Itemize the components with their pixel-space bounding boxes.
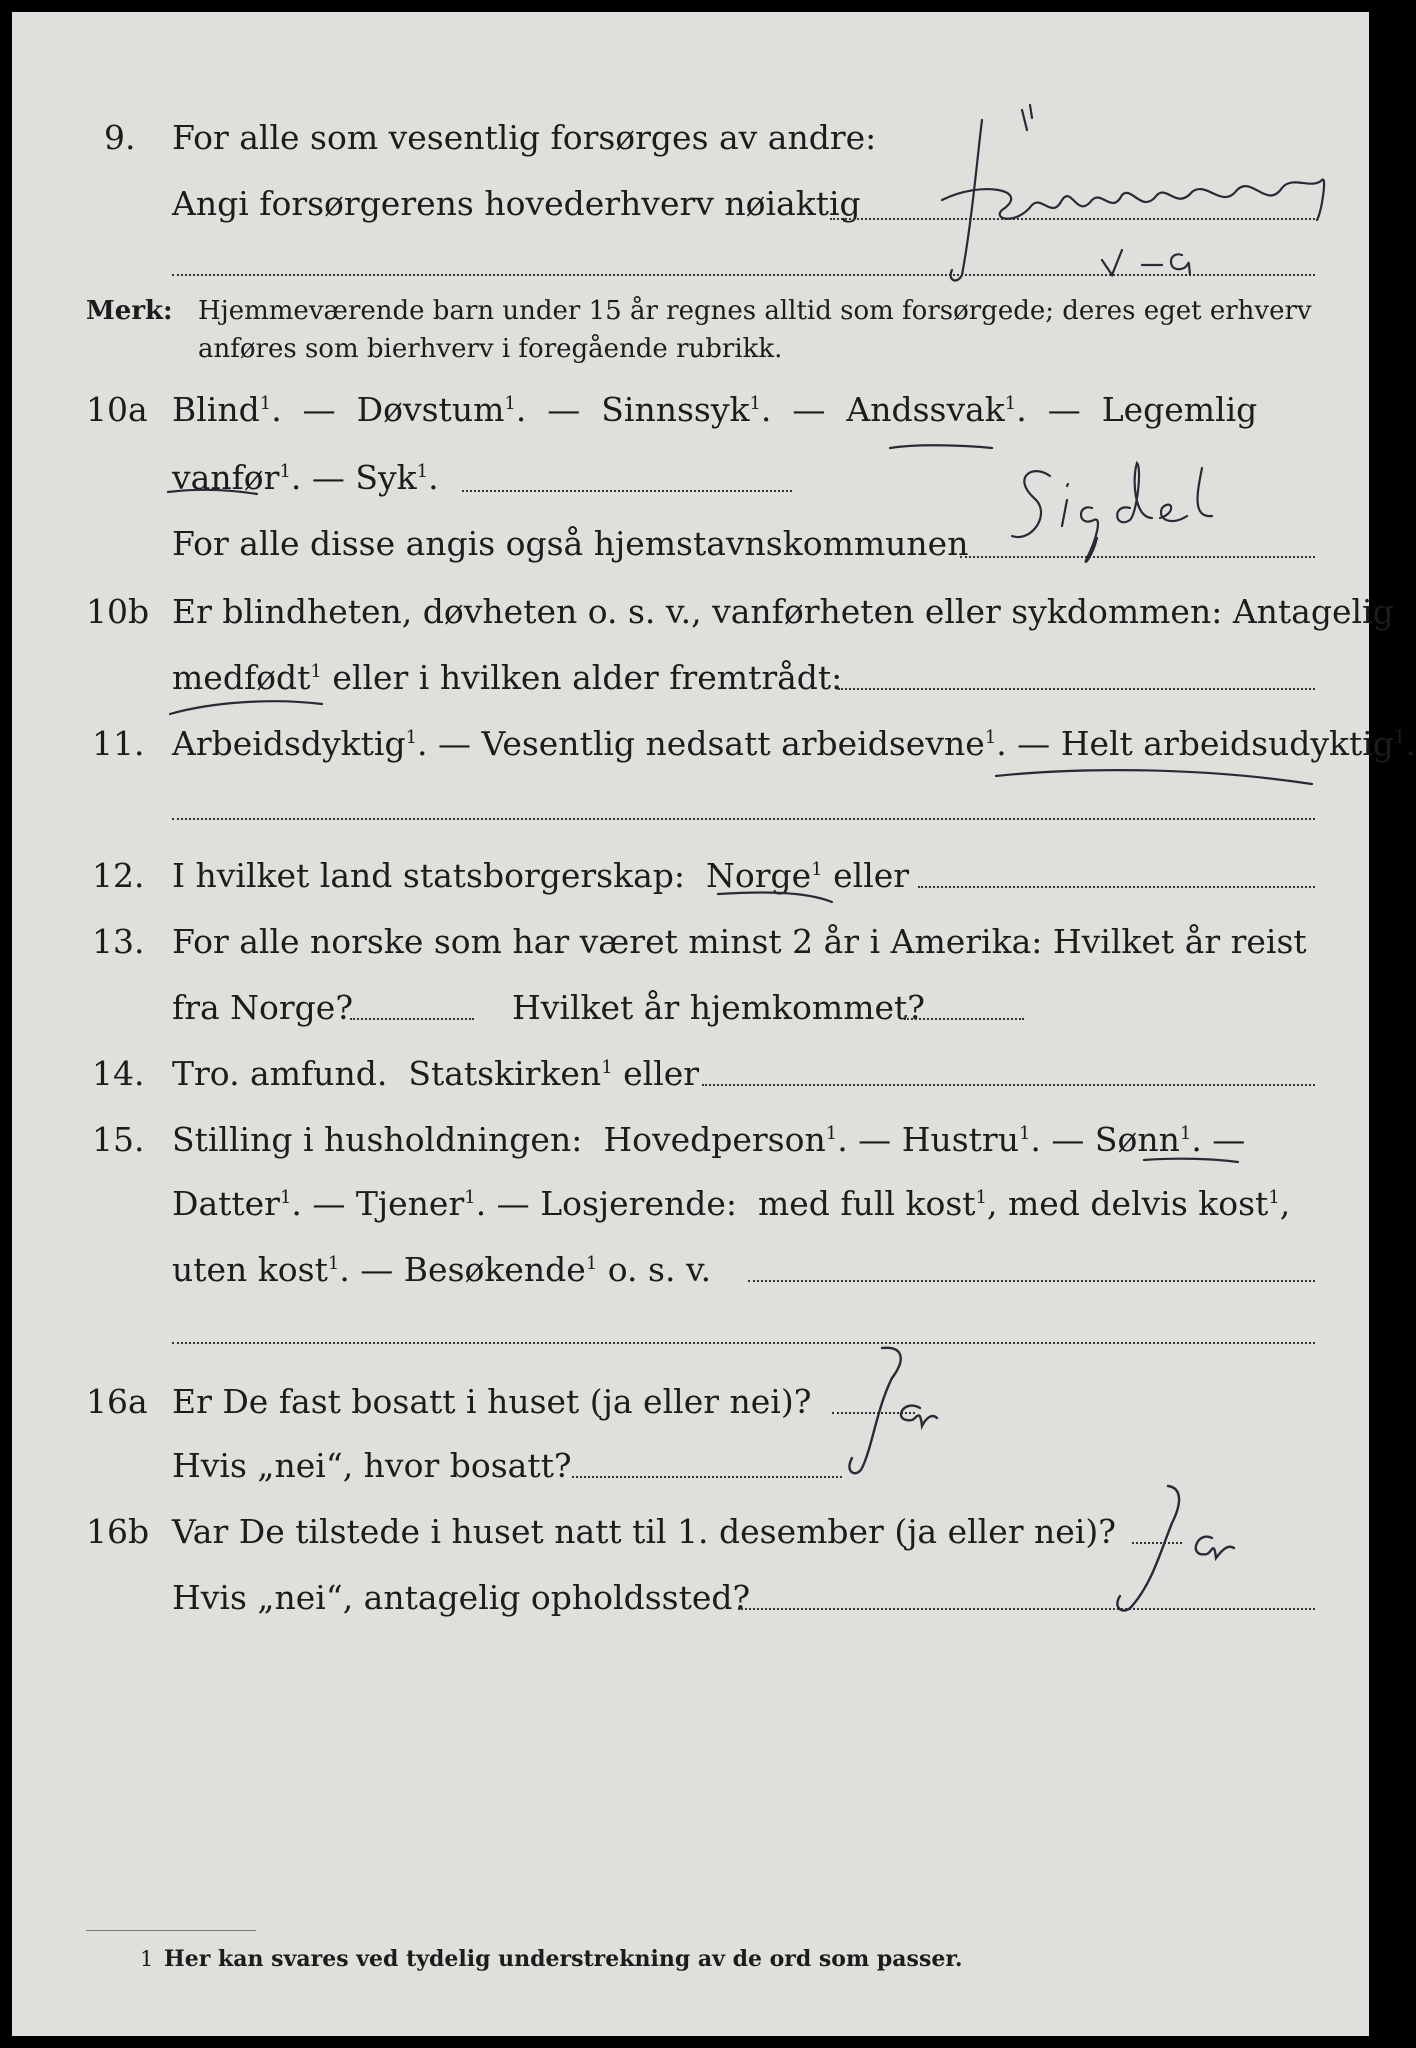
q15-answer-line2	[172, 1342, 1315, 1344]
q16a-line2: Hvis „nei“, hvor bosatt?	[172, 1446, 572, 1485]
q11-answer-line	[172, 818, 1315, 820]
opt-uten-kost[interactable]: uten kost	[172, 1250, 328, 1289]
q9-line1: For alle som vesentlig forsørges av andre:	[172, 118, 877, 157]
q9-answer-line2	[172, 274, 1315, 276]
footnote-mark: 1	[140, 1947, 154, 1971]
q13-fra: fra Norge?	[172, 988, 354, 1027]
opt-udyktig[interactable]: Helt arbeidsudyktig	[1060, 724, 1394, 763]
q16a-line1: Er De fast bosatt i huset (ja eller nei)?	[172, 1382, 812, 1421]
q10b-line1: Er blindheten, døvheten o. s. v., vanførheten eller sykdommen: Antagelig	[172, 592, 1394, 631]
footnote-rule	[86, 1930, 256, 1931]
q15-number: 15.	[92, 1120, 145, 1159]
q13-fra-line	[350, 1018, 474, 1020]
q13-line1: For alle norske som har været minst 2 år i Amerika: Hvilket år reist	[172, 922, 1307, 961]
q14-line: Tro. amfund. Statskirken$^1$ eller	[172, 1054, 700, 1093]
merk-line2: anføres som bierhverv i foregående rubrikk.	[198, 334, 783, 364]
opt-dovstum[interactable]: Døvstum	[356, 390, 505, 429]
q13-number: 13.	[92, 922, 145, 961]
q13-hjem-line	[904, 1018, 1024, 1020]
opt-medfodt[interactable]: medfødt	[172, 658, 311, 697]
q15-line2: Datter$^1$. — Tjener$^1$. — Losjerende: med full kost$^1$, med delvis kost$^1$,	[172, 1184, 1291, 1223]
q16b-answer-line	[1132, 1542, 1182, 1544]
opt-legemlig[interactable]: Legemlig	[1101, 390, 1258, 429]
opt-full-kost[interactable]: med full kost	[757, 1184, 976, 1223]
q10b-number: 10b	[86, 592, 150, 631]
opt-hovedperson[interactable]: Hovedperson	[603, 1120, 826, 1159]
opt-andssvak[interactable]: Andssvak	[846, 390, 1005, 429]
q16b-line1: Var De tilstede i huset natt til 1. desember (ja eller nei)?	[172, 1512, 1116, 1551]
opt-sonn[interactable]: Sønn	[1094, 1120, 1180, 1159]
q16a-bosatt-line	[572, 1476, 842, 1478]
q10a-line3: For alle disse angis også hjemstavnskommunen	[172, 524, 969, 563]
q16b-line2: Hvis „nei“, antagelig opholdssted?	[172, 1578, 751, 1617]
q9-number: 9.	[104, 118, 136, 157]
handwriting-q16b	[1072, 1478, 1272, 1628]
q10a-number: 10a	[86, 390, 148, 429]
opt-nedsatt[interactable]: Vesentlig nedsatt arbeidsevne	[481, 724, 985, 763]
q10a-line1: Blind$^1$. — Døvstum$^1$. — Sinnssyk$^1$. — Andssvak$^1$. — Legemlig	[172, 390, 1258, 429]
opt-statskirken[interactable]: Statskirken	[408, 1054, 602, 1093]
opt-tjener[interactable]: Tjener	[355, 1184, 465, 1223]
q15-line1: Stilling i husholdningen: Hovedperson$^1$. — Hustru$^1$. — Sønn$^1$. —	[172, 1120, 1246, 1159]
opt-norge[interactable]: Norge	[706, 856, 812, 895]
opt-hustru[interactable]: Hustru	[901, 1120, 1019, 1159]
q10b-line2: medfødt$^1$ eller i hvilken alder fremtrådt:	[172, 658, 843, 697]
q14-answer-line	[702, 1084, 1315, 1086]
q16b-opphold-line	[738, 1608, 1315, 1610]
q14-number: 14.	[92, 1054, 145, 1093]
opt-besokende[interactable]: Besøkende	[403, 1250, 586, 1289]
q11-line: Arbeidsdyktig$^1$. — Vesentlig nedsatt arbeidsevne$^1$. — Helt arbeidsudyktig$^1$.	[172, 724, 1416, 763]
opt-syk[interactable]: Syk	[355, 458, 417, 497]
merk-line1: Hjemmeværende barn under 15 år regnes alltid som forsørgede; deres eget erhverv	[198, 296, 1312, 326]
q9-line2: Angi forsørgerens hovederhverv nøiaktig	[172, 184, 861, 223]
opt-sinnssyk[interactable]: Sinnssyk	[601, 390, 750, 429]
q10a-line2: vanfør$^1$. — Syk$^1$.	[172, 458, 439, 497]
q9-answer-line	[830, 218, 1315, 220]
footnote-text: Her kan svares ved tydelig understrekning av de ord som passer.	[164, 1946, 963, 1972]
opt-blind[interactable]: Blind	[172, 390, 260, 429]
opt-arbeidsdyktig[interactable]: Arbeidsdyktig	[172, 724, 406, 763]
merk-label: Merk:	[86, 296, 173, 326]
census-form-page	[12, 12, 1416, 2036]
q15-answer-line	[748, 1280, 1315, 1282]
q12-number: 12.	[92, 856, 145, 895]
opt-delvis-kost[interactable]: med delvis kost	[1007, 1184, 1269, 1223]
handwriting-q9	[922, 100, 1342, 300]
opt-vanfor[interactable]: vanfør	[172, 458, 280, 497]
q16b-number: 16b	[86, 1512, 150, 1551]
q16a-answer-line	[832, 1412, 915, 1414]
q10a-answer-line	[960, 556, 1315, 558]
opt-datter[interactable]: Datter	[172, 1184, 280, 1223]
q13-hjem: Hvilket år hjemkommet?	[512, 988, 925, 1027]
q11-number: 11.	[92, 724, 145, 763]
handwriting-q10a	[162, 408, 1342, 608]
q16a-number: 16a	[86, 1382, 148, 1421]
q10a-syk-line	[462, 490, 792, 492]
q10b-answer-line	[838, 688, 1315, 690]
q12-answer-line	[918, 886, 1315, 888]
q15-line3: uten kost$^1$. — Besøkende$^1$ o. s. v.	[172, 1250, 712, 1289]
q12-line: I hvilket land statsborgerskap: Norge$^1$ eller	[172, 856, 910, 895]
